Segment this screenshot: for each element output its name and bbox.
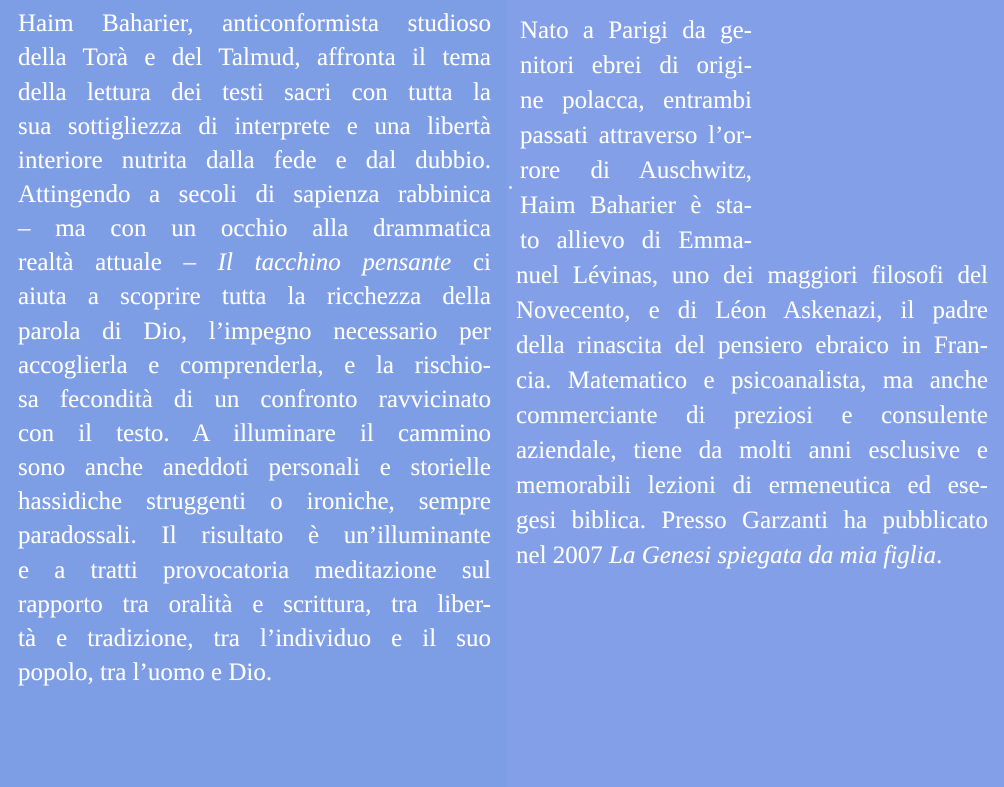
left-line: sa fecondità di un confronto ravvicinato — [18, 386, 491, 413]
left-line: sua sottigliezza di interprete e una libertà — [18, 113, 491, 140]
left-line: accoglierla e comprenderla, e la rischio- — [18, 352, 491, 379]
right-line: nitori ebrei di origi- — [520, 52, 752, 79]
left-line: con il testo. A illuminare il cammino — [18, 420, 491, 447]
left-line: Attingendo a secoli di sapienza rabbinica — [18, 181, 491, 208]
left-line: della lettura dei testi sacri con tutta la — [18, 79, 491, 106]
left-line: aiuta a scoprire tutta la ricchezza della — [18, 283, 491, 310]
left-line: della Torà e del Talmud, affronta il tema — [18, 44, 491, 71]
left-line: parola di Dio, l’impegno necessario per — [18, 318, 491, 345]
left-line: e a tratti provocatoria meditazione sul — [18, 557, 491, 584]
right-line: Haim Baharier è sta- — [520, 192, 752, 219]
right-line-last — [516, 541, 942, 571]
right-line: gesi biblica. Presso Garzanti ha pubblicato — [516, 507, 988, 534]
right-line: to allievo di Emma- — [520, 227, 752, 254]
right-line: Novecento, e di Léon Askenazi, il padre — [516, 297, 988, 324]
left-line: – ma con un occhio alla drammatica — [18, 215, 491, 242]
left-line: rapporto tra oralità e scrittura, tra liber- — [18, 591, 491, 618]
right-line: commerciante di preziosi e consulente — [516, 402, 988, 429]
right-line: nuel Lévinas, uno dei maggiori filosofi del — [516, 262, 988, 289]
left-line: sono anche aneddoti personali e storielle — [18, 454, 491, 481]
print-speck — [509, 186, 512, 189]
right-line: Nato a Parigi da ge- — [520, 17, 752, 44]
right-line: della rinascita del pensiero ebraico in Fran- — [516, 332, 988, 359]
left-line-text: ci — [451, 249, 491, 276]
right-line: aziendale, tiene da molti anni esclusive e — [516, 437, 988, 464]
right-line: cia. Matematico e psicoanalista, ma anche — [516, 367, 988, 394]
left-line-text: realtà attuale – — [18, 249, 218, 276]
left-line: hassidiche struggenti o ironiche, sempre — [18, 488, 491, 515]
right-line: rore di Auschwitz, — [520, 157, 752, 184]
left-line: Haim Baharier, anticonformista studioso — [18, 10, 491, 37]
right-line: ne polacca, entrambi — [520, 87, 752, 114]
left-line — [18, 248, 491, 278]
right-line-text: nel 2007 — [516, 542, 610, 569]
left-line-last: popolo, tra l’uomo e Dio. — [18, 659, 273, 686]
left-line: tà e tradizione, tra l’individuo e il suo — [18, 625, 491, 652]
book-title: Il tacchino pensante — [217, 249, 452, 276]
right-line-text: . — [936, 542, 943, 569]
left-line: interiore nutrita dalla fede e dal dubbio. — [18, 147, 491, 174]
left-line: paradossali. Il risultato è un’illuminante — [18, 522, 491, 549]
book-title: La Genesi spiegata da mia figlia — [609, 542, 937, 569]
right-line: passati attraverso l’or- — [520, 122, 752, 149]
right-line: memorabili lezioni di ermeneutica ed ese- — [516, 472, 988, 499]
